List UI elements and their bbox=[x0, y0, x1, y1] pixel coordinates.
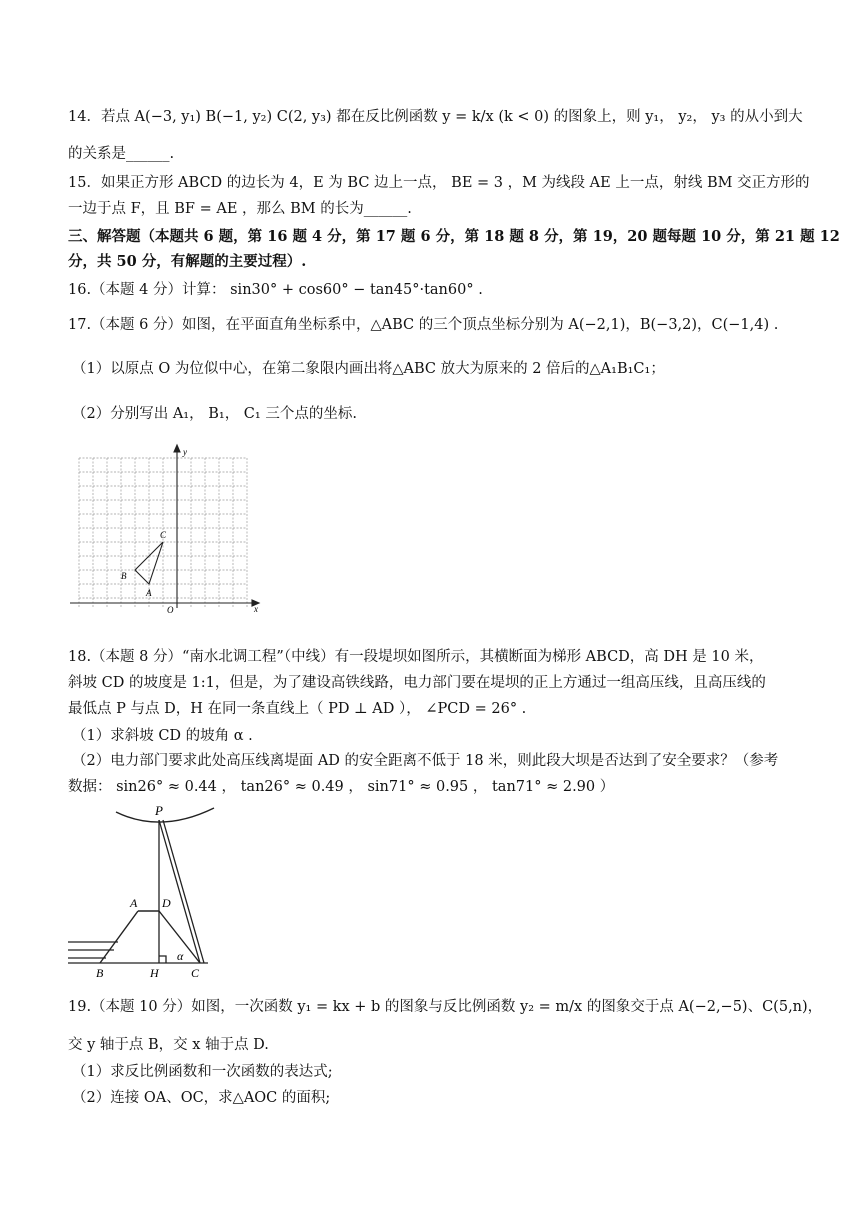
q14-line2: 的关系是______. bbox=[68, 146, 175, 162]
q19-line1: 19.（本题 10 分）如图，一次函数 y₁ = kx + b 的图象与反比例函数 y₂ = m/x 的图象交于点 A(−2,−5)、C(5,n)， bbox=[68, 999, 823, 1015]
section3-heading-line1: 三、解答题（本题共 6 题，第 16 题 4 分，第 17 题 6 分，第 18 题 8 分，第 19，20 题每题 10 分，第 21 题 12 bbox=[68, 228, 840, 245]
x-axis-label: x bbox=[254, 604, 258, 614]
q15-line1: 15．如果正方形 ABCD 的边长为 4，E 为 BC 边上一点， BE = 3 ，M 为线段 AE 上一点，射线 BM 交正方形的 bbox=[68, 175, 810, 191]
q18-part1: （1）求斜坡 CD 的坡角 α . bbox=[72, 728, 253, 744]
q18-part2: （2）电力部门要求此处高压线离堤面 AD 的安全距离不低于 18 米，则此段大坝是否达到了安全要求？（参考 bbox=[72, 753, 779, 769]
q17-grid-figure bbox=[66, 440, 266, 620]
vertex-a-label: A bbox=[146, 588, 152, 598]
y-axis-label: y bbox=[183, 447, 187, 457]
origin-label: O bbox=[167, 605, 174, 615]
q18-line2: 斜坡 CD 的坡度是 1:1，但是，为了建设高铁线路，电力部门要在堤坝的正上方通过一组高压线，且高压线的 bbox=[68, 675, 766, 691]
q16: 16.（本题 4 分）计算： sin30° + cos60° − tan45°·tan60° . bbox=[68, 282, 483, 298]
power-line-curve bbox=[116, 808, 214, 822]
vertex-c-label: C bbox=[160, 530, 167, 540]
angle-alpha-label: α bbox=[177, 949, 184, 963]
point-h-label: H bbox=[150, 966, 159, 980]
q14-line1: 14．若点 A(−3, y₁) B(−1, y₂) C(2, y₃) 都在反比例函数 y = k/x (k < 0) 的图象上，则 y₁， y₂， y₃ 的从小到大 bbox=[68, 109, 803, 125]
q15-line2: 一边于点 F，且 BF = AE ，那么 BM 的长为______. bbox=[68, 201, 412, 217]
construction-lines bbox=[159, 820, 204, 963]
point-a-label: A bbox=[130, 896, 138, 910]
q17-part2: （2）分别写出 A₁， B₁， C₁ 三个点的坐标. bbox=[72, 406, 357, 422]
point-b-label: B bbox=[96, 966, 104, 980]
q17-stem: 17.（本题 6 分）如图，在平面直角坐标系中，△ABC 的三个顶点坐标分别为 A(−2,1)，B(−3,2)，C(−1,4) . bbox=[68, 317, 779, 333]
axes bbox=[70, 445, 259, 608]
point-c-label: C bbox=[191, 966, 200, 980]
q18-dam-figure bbox=[66, 800, 236, 980]
q19-part1: （1）求反比例函数和一次函数的表达式; bbox=[72, 1064, 333, 1080]
q17-part1: （1）以原点 O 为位似中心，在第二象限内画出将△ABC 放大为原来的 2 倍后的△A₁B₁C₁； bbox=[72, 361, 665, 377]
q18-part2-data: 数据： sin26° ≈ 0.44 ， tan26° ≈ 0.49 ， sin71° ≈ 0.95 ， tan71° ≈ 2.90 ） bbox=[68, 779, 615, 795]
q19-line2: 交 y 轴于点 B，交 x 轴于点 D. bbox=[68, 1037, 269, 1053]
point-p-label: P bbox=[155, 803, 163, 818]
vertex-b-label: B bbox=[121, 571, 127, 581]
point-d-label: D bbox=[162, 896, 171, 910]
section3-heading-line2: 分，共 50 分，有解题的主要过程）. bbox=[68, 253, 307, 270]
ground-lines bbox=[68, 942, 208, 963]
q19-part2: （2）连接 OA、OC，求△AOC 的面积; bbox=[72, 1090, 331, 1106]
q18-line3: 最低点 P 与点 D，H 在同一条直线上（ PD ⊥ AD ）， ∠PCD = 26° . bbox=[68, 701, 527, 717]
q18-line1: 18.（本题 8 分）“南水北调工程”（中线）有一段堤坝如图所示，其横断面为梯形 ABCD，高 DH 是 10 米， bbox=[68, 649, 764, 665]
dam-trapezoid bbox=[100, 911, 200, 963]
